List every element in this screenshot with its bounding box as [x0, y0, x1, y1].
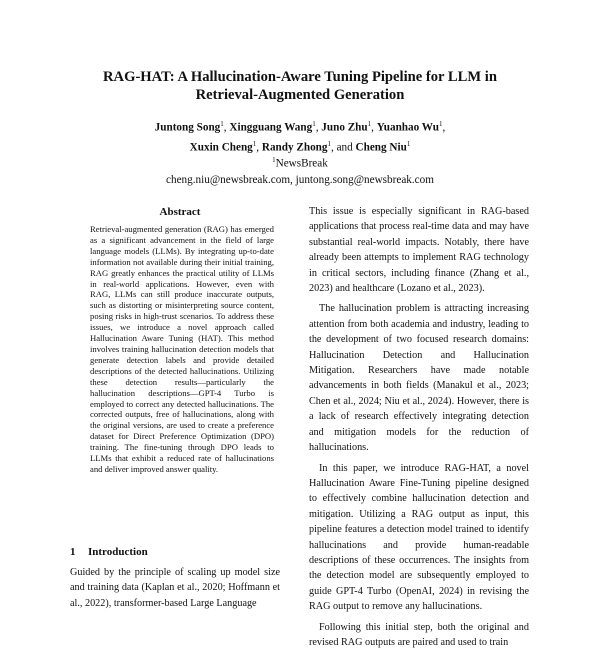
- author-separator: ,: [256, 141, 262, 154]
- abstract-text: Retrieval-augmented generation (RAG) has emerged as a significant advancement in the field of large language models (LLMs). By integrating up-to-date information not available during their initial training, RAG greatly enhances the practical utility of LLMs in real-world applications. However, even with RAG, LLMs can still produce inaccurate outputs, such as distorting or misinterpreting source content, posing risks in high-trust scenarios. To address these issues, we introduce a novel approach called Hallucination Aware Tuning (HAT). This method involves training hallucination detection models that generate detection labels and provide detailed descriptions of the detected hallucinations. Utilizing these detection results—particularly the hallucination descriptions—GPT-4 Turbo is employed to correct any detected hallucinations. The corrected outputs, free of hallucinations, along with the original versions, are used to create a preference dataset for Direct Preference Optimization (DPO) training. The fine-tuning through DPO leads to LLMs that exhibit a reduced rate of hallucinations and deliver improved answer quality.: [90, 224, 274, 474]
- paper-title: [60, 68, 540, 104]
- author-name: Juntong Song: [154, 121, 221, 134]
- affiliation-block: [60, 152, 540, 188]
- author-affil-mark: 1: [367, 120, 372, 128]
- author-affil-mark: 1: [252, 139, 257, 148]
- author-separator: , and: [330, 141, 356, 154]
- paragraph: Following this initial step, both the original and revised RAG outputs are paired and used to train: [309, 621, 529, 648]
- author-separator: ,: [315, 121, 322, 134]
- section-title: Introduction: [88, 546, 148, 558]
- paragraph-continued: This issue is especially significant in RAG-based applications that process real-time data and may have substantial real-world impacts. Notably, there have already been attempts to implement RAG technology in critical sectors, including finance (Zhang et al., 2023) and healthcare (Lozano et al., 2023).: [309, 206, 529, 295]
- author-affil-mark: 1: [327, 139, 331, 148]
- author-name: Juno Zhu: [321, 121, 368, 134]
- paragraph: The hallucination problem is attracting increasing attention from both academia and industry, leading to the development of two focused research domains: Hallucination Detection and Hallucination Mitigation. Researchers have made notable advancements in both fields (Manakul et al., 2023; Chen et al., 2024; Niu et al., 2024). However, there is a lack of research effectively integrating detection and mitigation models for the reduction of hallucinations.: [309, 303, 529, 454]
- right-column: [309, 204, 529, 650]
- author-name: Xuxin Cheng: [189, 141, 253, 154]
- section-heading: [70, 546, 148, 558]
- author-affil-mark: 1: [439, 120, 443, 128]
- affiliation-mark: 1: [272, 156, 276, 164]
- author-affil-mark: 1: [312, 120, 316, 128]
- author-separator: ,: [442, 121, 446, 134]
- author-separator: ,: [223, 121, 230, 134]
- author-name: Cheng Niu: [355, 141, 407, 154]
- title-line-1: RAG-HAT: A Hallucination-Aware Tuning Pipeline for LLM in: [103, 69, 497, 85]
- author-list: [60, 116, 540, 155]
- affiliation-org: NewsBreak: [275, 157, 328, 170]
- section-number: 1: [70, 546, 76, 558]
- author-name: Yuanhao Wu: [376, 121, 440, 134]
- author-affil-mark: 1: [406, 139, 411, 148]
- intro-paragraph: Guided by the principle of scaling up model size and training data (Kaplan et al., 2020; Hoffmann et al., 2022), transformer-based Large Language: [70, 567, 280, 609]
- author-name: Xingguang Wang: [229, 121, 313, 134]
- author-affil-mark: 1: [220, 120, 224, 128]
- title-line-2: Retrieval-Augmented Generation: [195, 87, 405, 103]
- paragraph: In this paper, we introduce RAG-HAT, a novel Hallucination Aware Fine-Tuning pipeline designed to effectively combine hallucination detection and mitigation. Utilizing a RAG output as input, this pipeline features a detection model trained to identify hallucinations and provide human-readable descriptions of these occurrences. The insights from the detection model are subsequently employed to guide GPT-4 Turbo (OpenAI, 2024) in revising the RAG output to remove any hallucinations.: [309, 462, 529, 613]
- author-separator: ,: [371, 121, 377, 134]
- author-line-1: [60, 116, 540, 136]
- abstract-heading: Abstract: [159, 206, 201, 218]
- author-emails: cheng.niu@newsbreak.com, juntong.song@newsbreak.com: [166, 173, 434, 186]
- author-name: Randy Zhong: [261, 141, 328, 154]
- affiliation-org-line: [60, 152, 540, 172]
